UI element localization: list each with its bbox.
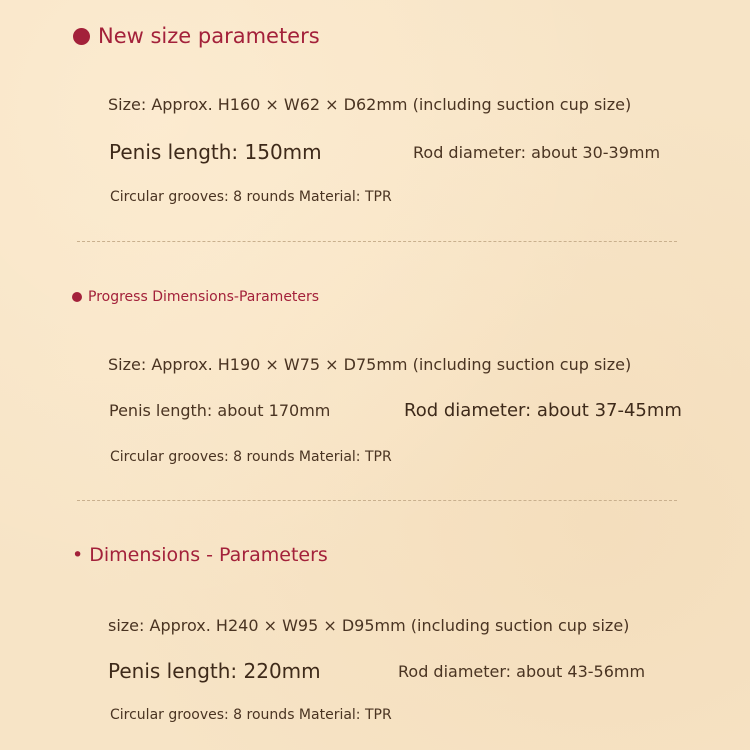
section-3-grooves-material: Circular grooves: 8 rounds Material: TPR	[110, 707, 392, 723]
section-3-rod-diameter: Rod diameter: about 43-56mm	[398, 662, 646, 681]
bullet-dot-icon	[72, 292, 82, 302]
section-2-rod-diameter: Rod diameter: about 37-45mm	[404, 400, 682, 421]
section-1-heading	[73, 24, 320, 48]
section-2-grooves-material: Circular grooves: 8 rounds Material: TPR	[110, 449, 392, 465]
section-1-penis-length: Penis length: 150mm	[109, 140, 322, 164]
section-3-title: Dimensions - Parameters	[89, 544, 328, 566]
section-1-size: Size: Approx. H160 × W62 × D62mm (including suction cup size)	[108, 95, 632, 114]
section-3-size: size: Approx. H240 × W95 × D95mm (including suction cup size)	[108, 616, 630, 635]
bullet-dot-icon	[73, 28, 90, 45]
section-1-title: New size parameters	[98, 24, 320, 48]
section-3-heading	[72, 544, 328, 566]
section-1-rod-diameter: Rod diameter: about 30-39mm	[413, 143, 661, 162]
section-2-title: Progress Dimensions-Parameters	[88, 289, 320, 305]
section-divider	[77, 500, 677, 501]
section-divider	[77, 241, 677, 242]
section-2-penis-length: Penis length: about 170mm	[109, 401, 331, 420]
section-1-grooves-material: Circular grooves: 8 rounds Material: TPR	[110, 189, 392, 205]
section-3-penis-length: Penis length: 220mm	[108, 659, 321, 683]
section-2-size: Size: Approx. H190 × W75 × D75mm (including suction cup size)	[108, 355, 632, 374]
section-2-heading	[72, 289, 319, 305]
bullet-point-icon: •	[72, 544, 84, 566]
